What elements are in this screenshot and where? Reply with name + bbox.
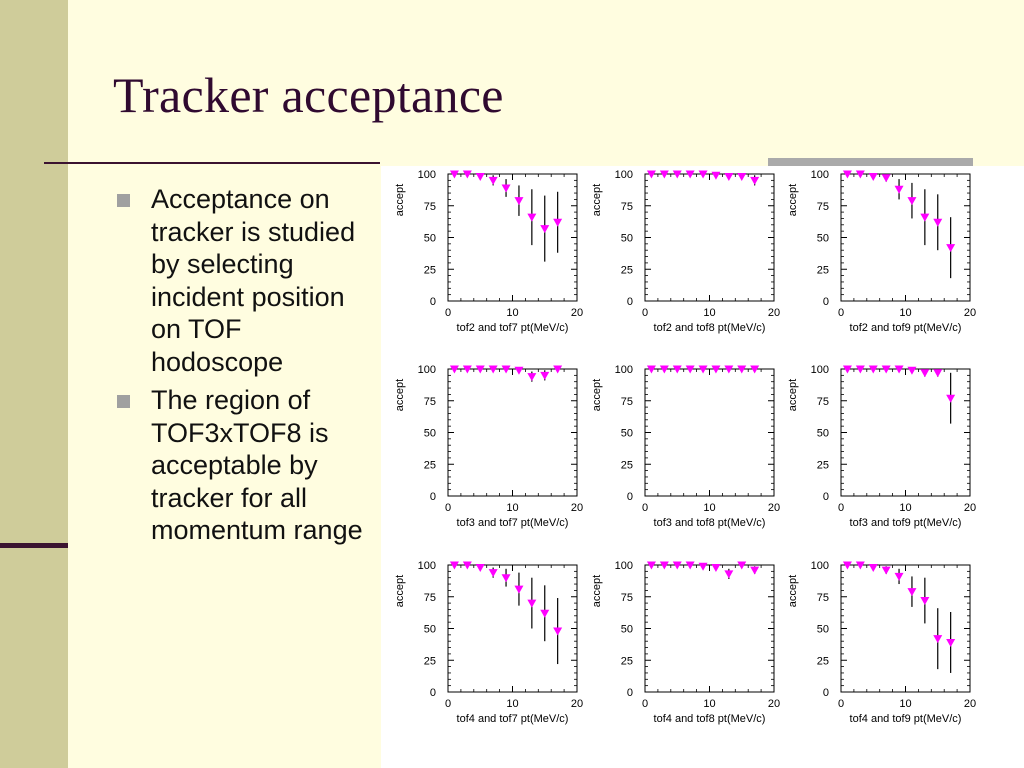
y-tick-label: 50: [620, 232, 633, 245]
y-tick-label: 75: [423, 591, 436, 604]
data-point: [514, 197, 523, 205]
data-point: [907, 588, 916, 596]
x-tick-label: 10: [703, 307, 716, 319]
x-tick-label: 0: [641, 698, 649, 710]
y-tick-label: 75: [816, 200, 829, 213]
x-tick-label: 0: [641, 307, 649, 319]
data-point: [514, 367, 523, 375]
data-point: [869, 173, 878, 181]
y-tick-label: 0: [626, 296, 633, 308]
x-tick-label: 10: [506, 307, 519, 319]
x-tick-label: 10: [506, 502, 519, 514]
x-axis-label: tof2 and tof8 pt(MeV/c): [653, 322, 766, 334]
acceptance-plot-2: [591, 169, 780, 334]
y-tick-label: 50: [816, 623, 829, 636]
data-point: [489, 569, 498, 577]
acceptance-plot-9: [787, 560, 976, 725]
data-point: [920, 214, 929, 222]
data-point: [489, 177, 498, 185]
data-point: [882, 567, 891, 575]
y-tick-label: 75: [423, 395, 436, 408]
x-tick-label: 20: [767, 698, 781, 710]
data-point: [699, 563, 708, 571]
left-decorative-band: [0, 0, 68, 768]
corner-accent-bar: [768, 158, 973, 166]
y-tick-label: 100: [810, 364, 829, 376]
bullet-item: [117, 183, 379, 378]
square-bullet-icon: [117, 395, 130, 408]
y-axis-label: accept: [394, 574, 406, 608]
y-tick-label: 25: [620, 459, 633, 472]
data-point: [502, 184, 511, 192]
y-tick-label: 25: [423, 459, 436, 472]
y-tick-label: 100: [810, 560, 829, 572]
x-tick-label: 20: [963, 307, 977, 319]
bullet-text: The region of TOF3xTOF8 is acceptable by tracker for all momentum range: [151, 385, 363, 545]
data-point: [724, 173, 733, 181]
y-tick-label: 100: [614, 169, 633, 181]
acceptance-plot-1: [394, 169, 583, 334]
data-point: [476, 564, 485, 572]
y-tick-label: 100: [417, 364, 436, 376]
x-tick-label: 0: [837, 698, 845, 710]
data-point: [514, 586, 523, 594]
y-tick-label: 0: [626, 491, 633, 503]
acceptance-plot-4: [394, 364, 583, 529]
x-tick-label: 10: [703, 502, 716, 514]
data-point: [882, 174, 891, 182]
y-tick-label: 25: [816, 264, 829, 277]
x-tick-label: 20: [963, 698, 977, 710]
x-tick-label: 20: [570, 698, 584, 710]
data-point: [527, 373, 536, 381]
data-point: [920, 369, 929, 377]
data-point: [711, 172, 720, 180]
y-tick-label: 75: [620, 591, 633, 604]
y-tick-label: 0: [429, 687, 436, 699]
y-tick-label: 100: [614, 560, 633, 572]
bullet-text: Acceptance on tracker is studied by selecting incident position on TOF hodoscope: [151, 184, 356, 377]
plot-frame: [448, 369, 577, 496]
data-point: [724, 570, 733, 578]
plot-frame: [645, 565, 774, 692]
x-tick-label: 20: [963, 502, 977, 514]
y-tick-label: 50: [620, 427, 633, 440]
x-tick-label: 10: [506, 698, 519, 710]
y-axis-label: accept: [787, 378, 799, 412]
plot-frame: [645, 369, 774, 496]
y-tick-label: 75: [620, 395, 633, 408]
x-axis-label: tof3 and tof9 pt(MeV/c): [849, 517, 962, 529]
acceptance-plot-grid: [381, 166, 1024, 768]
data-point: [933, 369, 942, 377]
x-tick-label: 10: [703, 698, 716, 710]
y-tick-label: 25: [620, 655, 633, 668]
data-point: [895, 186, 904, 194]
y-tick-label: 0: [822, 296, 829, 308]
y-axis-label: accept: [787, 183, 799, 217]
bullet-item: [117, 384, 379, 547]
y-tick-label: 0: [626, 687, 633, 699]
data-point: [540, 225, 549, 233]
data-point: [527, 214, 536, 222]
data-point: [476, 173, 485, 181]
y-tick-label: 0: [429, 491, 436, 503]
data-point: [553, 628, 562, 636]
data-point: [737, 173, 746, 181]
x-tick-label: 10: [899, 307, 912, 319]
y-axis-label: accept: [787, 574, 799, 608]
x-axis-label: tof4 and tof7 pt(MeV/c): [456, 713, 569, 725]
x-tick-label: 20: [570, 307, 584, 319]
x-tick-label: 20: [767, 502, 781, 514]
y-tick-label: 75: [816, 395, 829, 408]
y-tick-label: 25: [620, 264, 633, 277]
data-point: [895, 573, 904, 581]
data-point: [946, 244, 955, 252]
data-point: [553, 219, 562, 227]
x-axis-label: tof4 and tof8 pt(MeV/c): [653, 713, 766, 725]
y-tick-label: 50: [620, 623, 633, 636]
x-axis-label: tof2 and tof9 pt(MeV/c): [849, 322, 962, 334]
acceptance-plot-7: [394, 560, 583, 725]
y-tick-label: 25: [816, 459, 829, 472]
data-point: [502, 574, 511, 582]
data-point: [540, 372, 549, 380]
y-tick-label: 100: [810, 169, 829, 181]
y-tick-label: 0: [429, 296, 436, 308]
x-axis-label: tof3 and tof8 pt(MeV/c): [653, 517, 766, 529]
y-tick-label: 75: [816, 591, 829, 604]
y-tick-label: 50: [423, 623, 436, 636]
y-axis-label: accept: [394, 183, 406, 217]
data-point: [946, 639, 955, 647]
acceptance-plot-8: [591, 560, 780, 725]
y-tick-label: 50: [816, 427, 829, 440]
x-axis-label: tof2 and tof7 pt(MeV/c): [456, 322, 569, 334]
data-point: [907, 367, 916, 375]
y-tick-label: 100: [417, 560, 436, 572]
x-tick-label: 0: [837, 307, 845, 319]
y-tick-label: 25: [423, 264, 436, 277]
y-tick-label: 100: [417, 169, 436, 181]
y-tick-label: 75: [423, 200, 436, 213]
x-tick-label: 0: [641, 502, 649, 514]
acceptance-plot-6: [787, 364, 976, 529]
x-tick-label: 10: [899, 502, 912, 514]
x-tick-label: 0: [444, 698, 452, 710]
data-point: [869, 564, 878, 572]
x-tick-label: 0: [444, 502, 452, 514]
acceptance-plot-5: [591, 364, 780, 529]
square-bullet-icon: [117, 194, 130, 207]
y-tick-label: 0: [822, 491, 829, 503]
y-tick-label: 50: [816, 232, 829, 245]
data-point: [750, 177, 759, 185]
y-axis-label: accept: [591, 378, 603, 412]
data-point: [946, 395, 955, 403]
left-band-accent: [0, 543, 68, 548]
y-axis-label: accept: [591, 183, 603, 217]
x-tick-label: 0: [837, 502, 845, 514]
acceptance-plot-3: [787, 169, 976, 334]
y-tick-label: 25: [816, 655, 829, 668]
data-point: [933, 219, 942, 227]
x-tick-label: 20: [767, 307, 781, 319]
data-point: [711, 564, 720, 572]
bullet-list: [117, 183, 379, 553]
slide-title: Tracker acceptance: [113, 67, 504, 123]
data-point: [527, 600, 536, 608]
x-tick-label: 10: [899, 698, 912, 710]
x-axis-label: tof4 and tof9 pt(MeV/c): [849, 713, 962, 725]
x-tick-label: 20: [570, 502, 584, 514]
y-tick-label: 100: [614, 364, 633, 376]
y-axis-label: accept: [394, 378, 406, 412]
title-divider: [44, 162, 380, 164]
y-tick-label: 50: [423, 427, 436, 440]
y-tick-label: 75: [620, 200, 633, 213]
data-point: [907, 197, 916, 205]
y-axis-label: accept: [591, 574, 603, 608]
x-tick-label: 0: [444, 307, 452, 319]
y-tick-label: 50: [423, 232, 436, 245]
data-point: [540, 610, 549, 618]
x-axis-label: tof3 and tof7 pt(MeV/c): [456, 517, 569, 529]
data-point: [750, 567, 759, 575]
y-tick-label: 0: [822, 687, 829, 699]
data-point: [933, 635, 942, 643]
data-point: [920, 597, 929, 605]
plot-frame: [645, 174, 774, 301]
y-tick-label: 25: [423, 655, 436, 668]
